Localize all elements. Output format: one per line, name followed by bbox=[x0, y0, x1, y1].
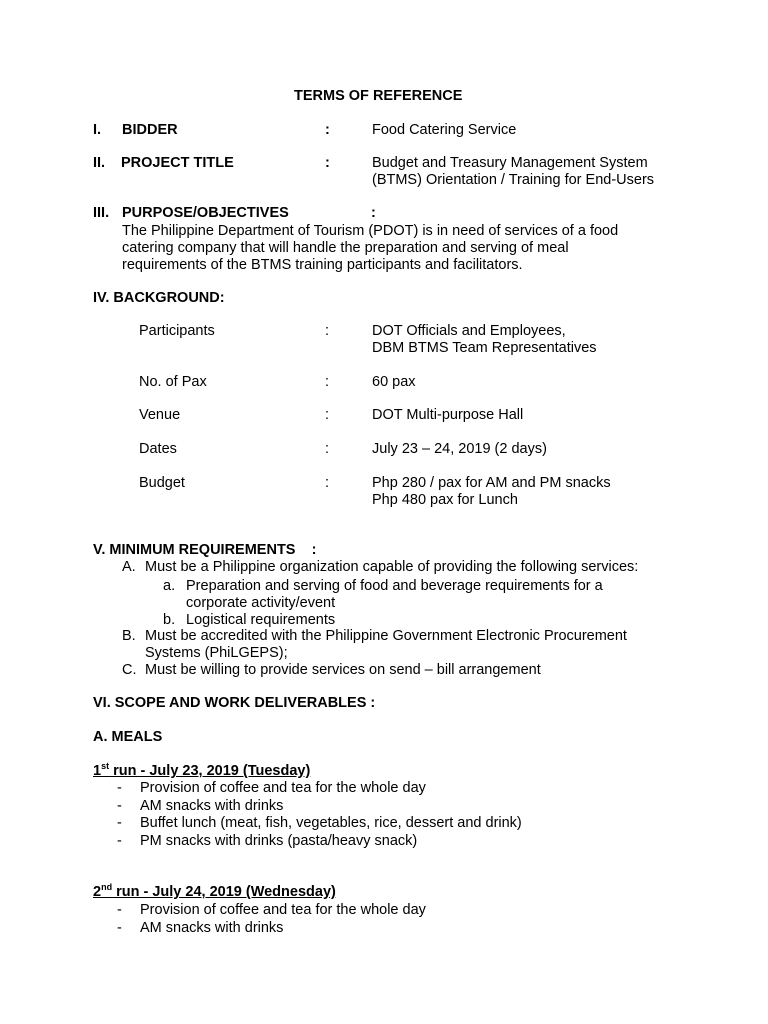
background-heading: IV. BACKGROUND: bbox=[93, 290, 225, 306]
run-1-item-3: Buffet lunch (meat, fish, vegetables, rice, dessert and drink) bbox=[140, 815, 522, 831]
requirement-c-text: Must be willing to provide services on send – bill arrangement bbox=[145, 662, 541, 678]
minimum-requirements-heading: V. MINIMUM REQUIREMENTS : bbox=[93, 542, 317, 558]
requirement-b-marker: B. bbox=[122, 628, 136, 644]
scope-heading: VI. SCOPE AND WORK DELIVERABLES : bbox=[93, 695, 376, 711]
run-2-title: run - July 24, 2019 (Wednesday) bbox=[112, 884, 336, 900]
participants-value-line1: DOT Officials and Employees, bbox=[372, 323, 566, 339]
project-title-value-line1: Budget and Treasury Management System bbox=[372, 155, 648, 171]
requirement-a-marker: A. bbox=[122, 559, 136, 575]
pax-colon: : bbox=[325, 374, 330, 390]
run-1-item-2-dash: - bbox=[117, 798, 122, 814]
run-1-item-2: AM snacks with drinks bbox=[140, 798, 284, 814]
run-2-item-2: AM snacks with drinks bbox=[140, 920, 284, 936]
section-number-iii: III. bbox=[93, 205, 110, 221]
purpose-text-line2: catering company that will handle the preparation and serving of meal bbox=[122, 240, 569, 256]
requirement-c-marker: C. bbox=[122, 662, 137, 678]
pax-value: 60 pax bbox=[372, 374, 416, 390]
requirement-b-line2: Systems (PhiLGEPS); bbox=[145, 645, 288, 661]
participants-colon: : bbox=[325, 323, 330, 339]
purpose-colon: : bbox=[371, 205, 376, 221]
participants-value-line2: DBM BTMS Team Representatives bbox=[372, 340, 597, 356]
requirement-b-line1: Must be accredited with the Philippine Government Electronic Procurement bbox=[145, 628, 627, 644]
run-2-item-1-dash: - bbox=[117, 902, 122, 918]
budget-value-line2: Php 480 pax for Lunch bbox=[372, 492, 518, 508]
project-title-colon: : bbox=[325, 155, 330, 171]
dates-colon: : bbox=[325, 441, 330, 457]
requirement-a-text: Must be a Philippine organization capable of providing the following services: bbox=[145, 559, 639, 575]
dates-value: July 23 – 24, 2019 (2 days) bbox=[372, 441, 547, 457]
budget-label: Budget bbox=[139, 475, 185, 491]
bidder-colon: : bbox=[325, 122, 330, 138]
run-1-item-4: PM snacks with drinks (pasta/heavy snack) bbox=[140, 833, 418, 849]
run-1-number: 1 bbox=[93, 763, 102, 779]
venue-value: DOT Multi-purpose Hall bbox=[372, 407, 524, 423]
budget-value-line1: Php 280 / pax for AM and PM snacks bbox=[372, 475, 611, 491]
purpose-label: PURPOSE/OBJECTIVES bbox=[122, 205, 289, 221]
venue-colon: : bbox=[325, 407, 330, 423]
venue-label: Venue bbox=[139, 407, 181, 423]
run-1-ordinal-suffix: st bbox=[101, 761, 110, 771]
run-1-item-3-dash: - bbox=[117, 815, 122, 831]
participants-label: Participants bbox=[139, 323, 215, 339]
purpose-text-line1: The Philippine Department of Tourism (PDOT) is in need of services of a food bbox=[122, 223, 619, 239]
bidder-value: Food Catering Service bbox=[372, 122, 517, 138]
bidder-label: BIDDER bbox=[122, 122, 178, 138]
run-1-item-1-dash: - bbox=[117, 780, 122, 796]
section-number-i: I. bbox=[93, 122, 102, 138]
purpose-text-line3: requirements of the BTMS training participants and facilitators. bbox=[122, 257, 523, 273]
dates-label: Dates bbox=[139, 441, 177, 457]
project-title-label: PROJECT TITLE bbox=[121, 155, 234, 171]
section-number-ii: II. bbox=[93, 155, 106, 171]
run-2-item-2-dash: - bbox=[117, 920, 122, 936]
budget-colon: : bbox=[325, 475, 330, 491]
requirement-a-sub-b-marker: b. bbox=[163, 612, 176, 628]
document-title: TERMS OF REFERENCE bbox=[294, 88, 463, 104]
requirement-a-sub-a-line2: corporate activity/event bbox=[186, 595, 336, 611]
run-1-item-1: Provision of coffee and tea for the whole day bbox=[140, 780, 426, 796]
requirement-a-sub-a-marker: a. bbox=[163, 578, 176, 594]
requirement-a-sub-b-text: Logistical requirements bbox=[186, 612, 336, 628]
run-1-heading bbox=[93, 763, 310, 780]
run-1-title: run - July 23, 2019 (Tuesday) bbox=[109, 763, 311, 779]
run-2-item-1: Provision of coffee and tea for the whole day bbox=[140, 902, 426, 918]
run-2-ordinal-suffix: nd bbox=[101, 882, 113, 892]
requirement-a-sub-a-line1: Preparation and serving of food and beverage requirements for a bbox=[186, 578, 603, 594]
run-2-number: 2 bbox=[93, 884, 102, 900]
project-title-value-line2: (BTMS) Orientation / Training for End-Users bbox=[372, 172, 655, 188]
run-2-heading bbox=[93, 884, 336, 901]
meals-subheading: A. MEALS bbox=[93, 729, 163, 745]
run-1-item-4-dash: - bbox=[117, 833, 122, 849]
pax-label: No. of Pax bbox=[139, 374, 207, 390]
